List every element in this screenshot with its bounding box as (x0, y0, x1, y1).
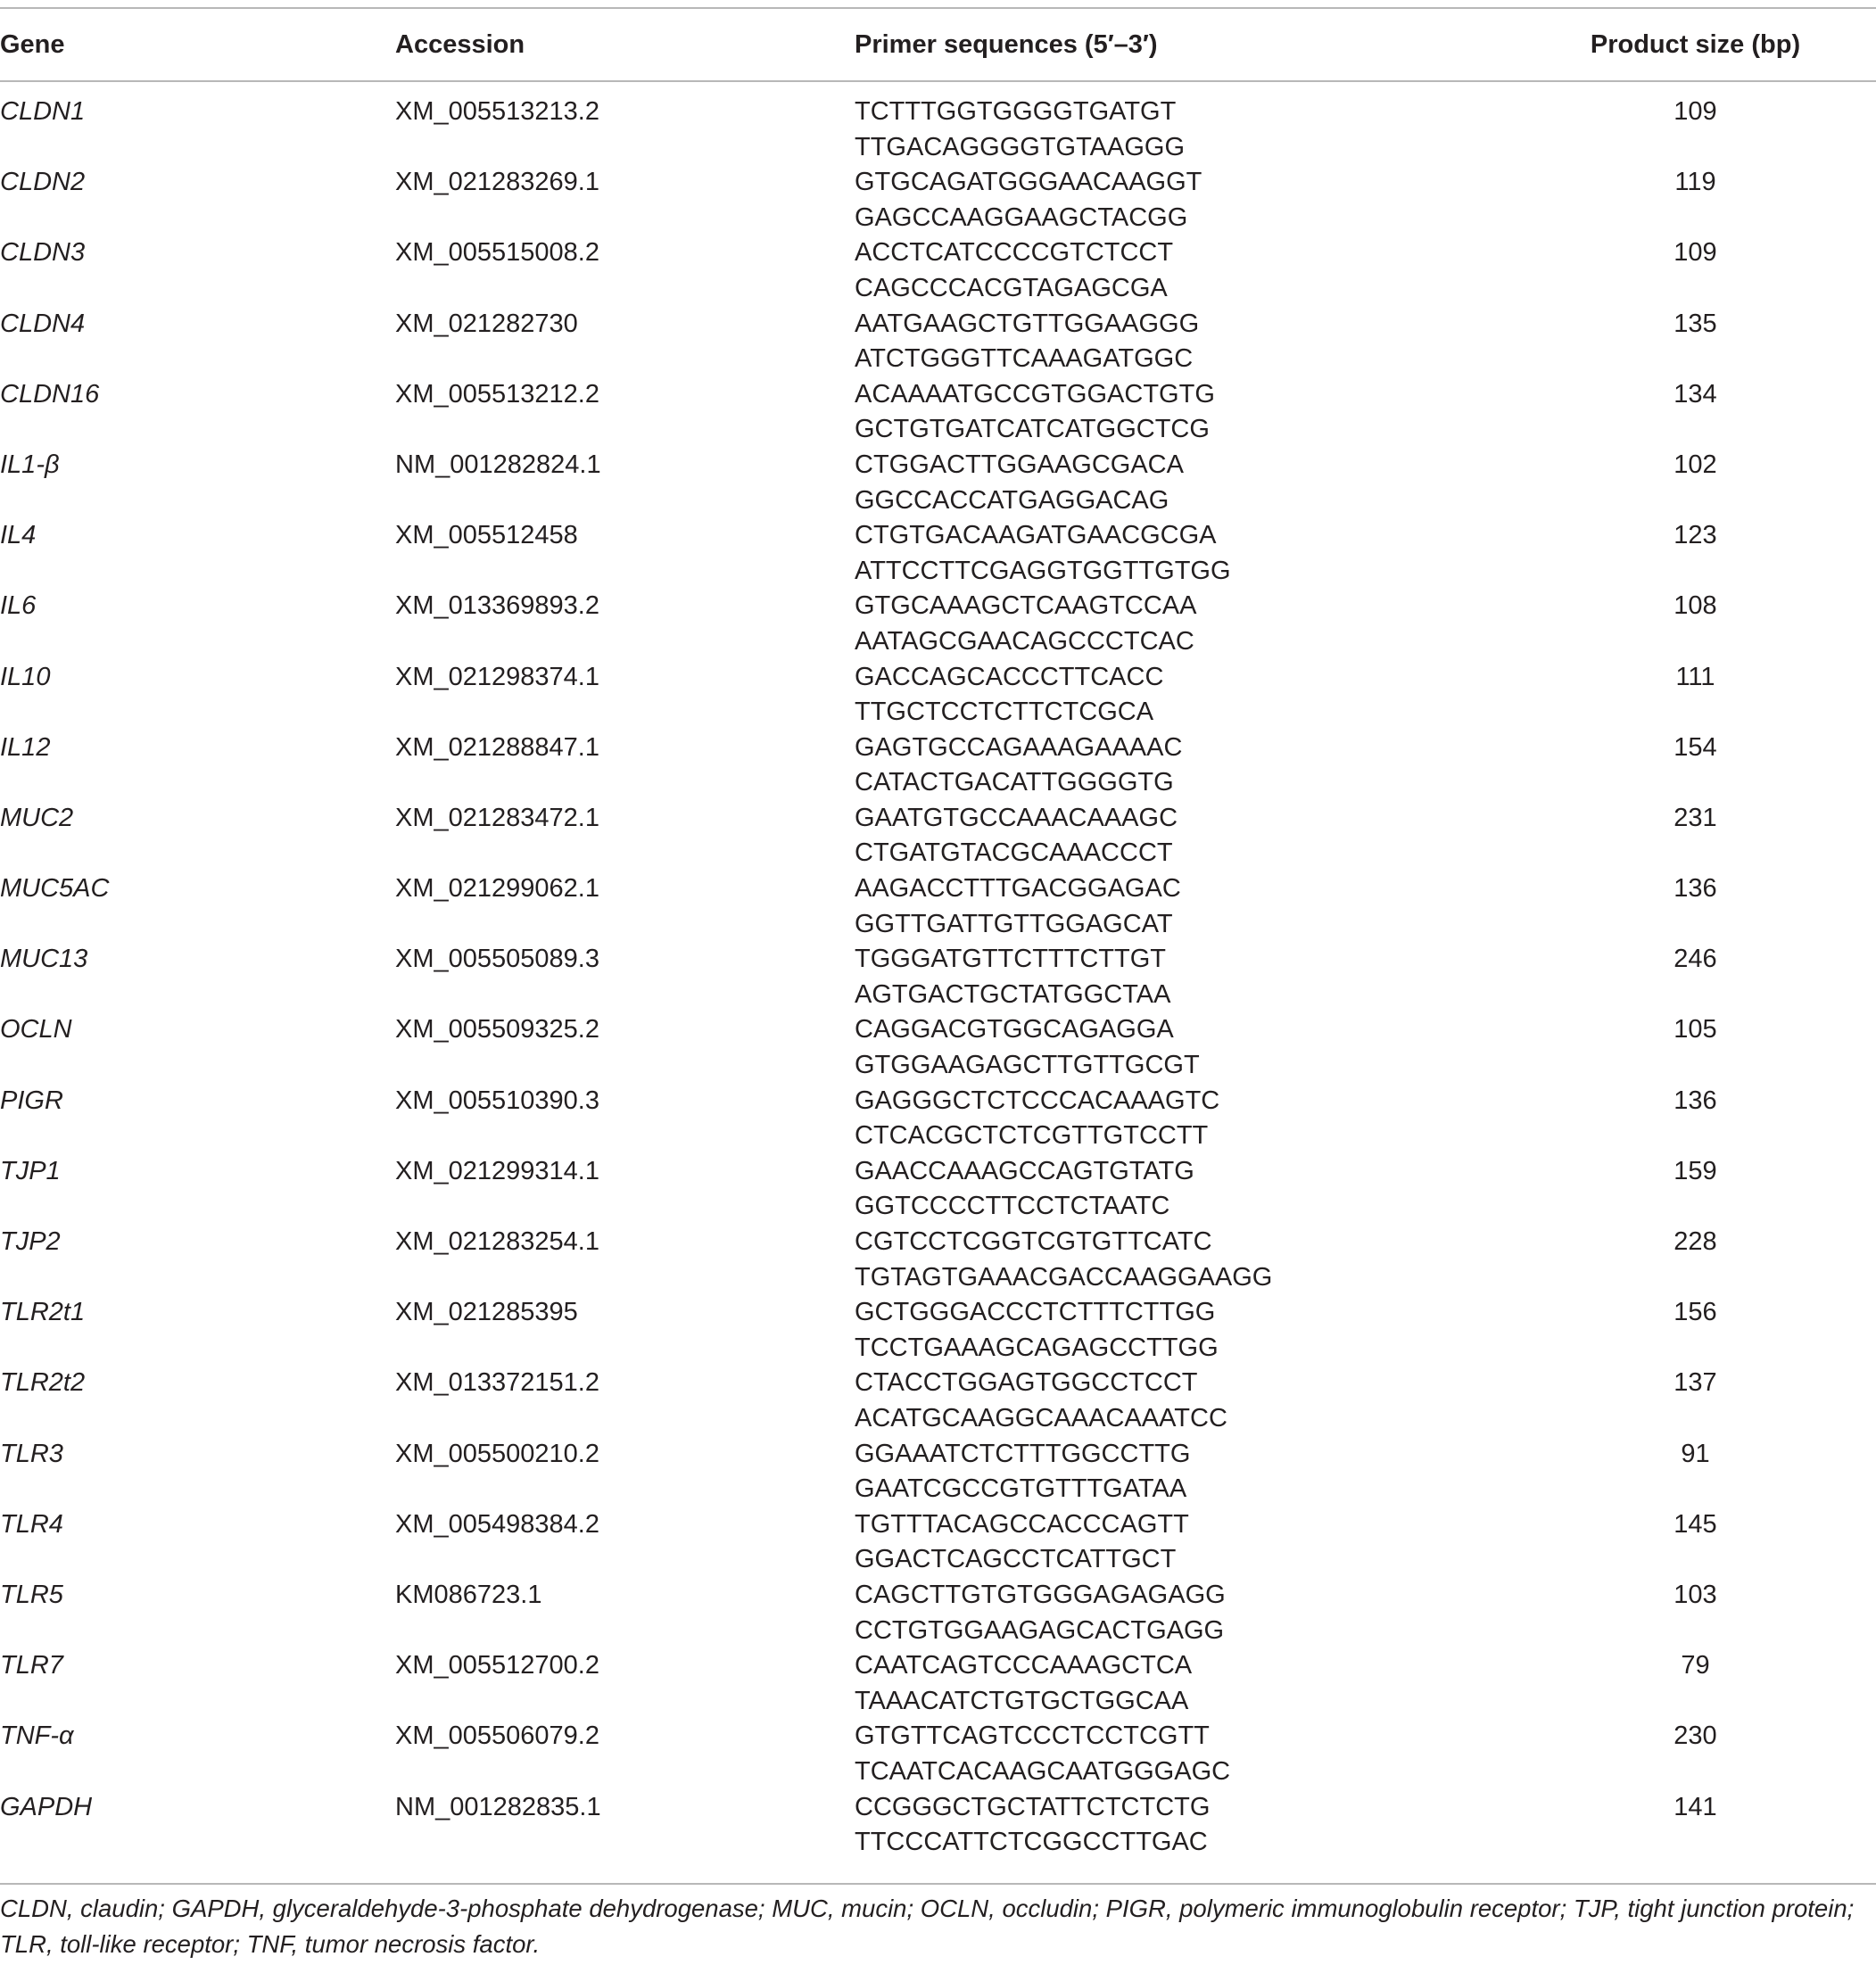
forward-primer: GTGCAGATGGGAACAAGGT (855, 168, 1202, 197)
reverse-primer: GCTGTGATCATCATGGCTCG (855, 415, 1210, 444)
accession-cell: XM_021298374.1 (395, 662, 599, 691)
primer-table (0, 7, 1876, 1861)
reverse-primer: GGACTCAGCCTCATTGCT (855, 1545, 1177, 1574)
product-size-cell: 109 (1674, 97, 1717, 126)
product-size-cell: 91 (1681, 1439, 1710, 1468)
product-size-cell: 246 (1674, 945, 1717, 974)
gene-cell: IL6 (0, 591, 37, 621)
accession-cell: XM_021299062.1 (395, 874, 599, 904)
table-row (0, 377, 1876, 448)
gene-cell: TLR2t1 (0, 1298, 86, 1327)
gene-cell: IL12 (0, 732, 51, 762)
accession-cell: XM_005506079.2 (395, 1721, 599, 1751)
forward-primer: GAGGGCTCTCCCACAAAGTC (855, 1086, 1220, 1115)
product-size-cell: 105 (1674, 1015, 1717, 1044)
gene-cell: TLR2t2 (0, 1368, 86, 1398)
reverse-primer: TAAACATCTGTGCTGGCAA (855, 1686, 1189, 1715)
table-row (0, 942, 1876, 1012)
table-row (0, 1225, 1876, 1295)
table-row (0, 1507, 1876, 1578)
reverse-primer: ACATGCAAGGCAAACAAATCC (855, 1403, 1227, 1432)
accession-cell: XM_005509325.2 (395, 1015, 599, 1044)
reverse-primer: TTCCCATTCTCGGCCTTGAC (855, 1828, 1208, 1857)
accession-cell: XM_013369893.2 (395, 591, 599, 621)
table-row (0, 589, 1876, 659)
table-row (0, 731, 1876, 801)
forward-primer: CAGGACGTGGCAGAGGA (855, 1015, 1174, 1044)
primer-cell (855, 1225, 1515, 1295)
accession-cell: XM_021283472.1 (395, 803, 599, 832)
forward-primer: CAATCAGTCCCAAAGCTCA (855, 1651, 1193, 1680)
table-row (0, 871, 1876, 942)
table-row (0, 1012, 1876, 1083)
reverse-primer: ATCTGGGTTCAAAGATGGC (855, 344, 1194, 374)
product-size-cell: 156 (1674, 1298, 1717, 1327)
forward-primer: CTGTGACAAGATGAACGCGA (855, 521, 1217, 550)
forward-primer: AAGACCTTTGACGGAGAC (855, 874, 1181, 904)
forward-primer: ACAAAATGCCGTGGACTGTG (855, 379, 1215, 409)
table-row (0, 165, 1876, 235)
gene-cell: TLR3 (0, 1439, 63, 1468)
product-size-cell: 123 (1674, 521, 1717, 550)
table-row (0, 1578, 1876, 1648)
product-size-cell: 79 (1681, 1651, 1710, 1680)
accession-cell: XM_005510390.3 (395, 1086, 599, 1115)
accession-cell: XM_005515008.2 (395, 238, 599, 268)
gene-cell: MUC5AC (0, 874, 110, 904)
forward-primer: GCTGGGACCCTCTTTCTTGG (855, 1298, 1216, 1327)
product-size-cell: 108 (1674, 591, 1717, 621)
table-row (0, 1366, 1876, 1436)
header-primer-sequences: Primer sequences (5′–3′) (855, 29, 1158, 59)
product-size-cell: 109 (1674, 238, 1717, 268)
accession-cell: XM_021288847.1 (395, 732, 599, 762)
gene-cell: CLDN2 (0, 168, 86, 197)
table-row (0, 1084, 1876, 1154)
primer-cell (855, 660, 1515, 731)
primer-cell (855, 165, 1515, 235)
reverse-primer: GGCCACCATGAGGACAG (855, 485, 1169, 515)
forward-primer: CTACCTGGAGTGGCCTCCT (855, 1368, 1198, 1398)
accession-cell: NM_001282824.1 (395, 450, 601, 479)
accession-cell: XM_021282730 (395, 309, 578, 338)
forward-primer: CGTCCTCGGTCGTGTTCATC (855, 1227, 1212, 1256)
gene-cell: IL4 (0, 521, 37, 550)
primer-cell (855, 942, 1515, 1012)
product-size-cell: 136 (1674, 874, 1717, 904)
forward-primer: GTGTTCAGTCCCTCCTCGTT (855, 1721, 1210, 1751)
product-size-cell: 159 (1674, 1156, 1717, 1185)
primer-cell (855, 518, 1515, 589)
table-header-row (0, 9, 1876, 80)
gene-cell: CLDN16 (0, 379, 100, 409)
table-row (0, 1295, 1876, 1366)
table-body (0, 82, 1876, 1861)
gene-cell: CLDN3 (0, 238, 86, 268)
product-size-cell: 231 (1674, 803, 1717, 832)
primer-cell (855, 1366, 1515, 1436)
gene-cell: CLDN4 (0, 309, 86, 338)
table-row (0, 1437, 1876, 1507)
forward-primer: ACCTCATCCCCGTCTCCT (855, 238, 1174, 268)
reverse-primer: GTGGAAGAGCTTGTTGCGT (855, 1051, 1200, 1080)
reverse-primer: GGTCCCCTTCCTCTAATC (855, 1192, 1170, 1221)
forward-primer: AATGAAGCTGTTGGAAGGG (855, 309, 1200, 338)
primer-cell (855, 589, 1515, 659)
header-accession: Accession (395, 29, 525, 59)
forward-primer: GAATGTGCCAAACAAAGC (855, 803, 1178, 832)
gene-cell: TNF-α (0, 1721, 74, 1751)
reverse-primer: TTGACAGGGGTGTAAGGG (855, 132, 1186, 161)
product-size-cell: 135 (1674, 309, 1717, 338)
primer-cell (855, 1012, 1515, 1083)
forward-primer: GACCAGCACCCTTCACC (855, 662, 1164, 691)
accession-cell: NM_001282835.1 (395, 1792, 601, 1821)
reverse-primer: TCAATCACAAGCAATGGGAGC (855, 1756, 1231, 1786)
reverse-primer: CCTGTGGAAGAGCACTGAGG (855, 1615, 1225, 1645)
primer-cell (855, 307, 1515, 377)
table-row (0, 1154, 1876, 1225)
table-row (0, 95, 1876, 165)
forward-primer: GAACCAAAGCCAGTGTATG (855, 1156, 1194, 1185)
bottom-rule-container (0, 1883, 1876, 1885)
reverse-primer: TGTAGTGAAACGACCAAGGAAGG (855, 1262, 1273, 1292)
accession-cell: XM_005500210.2 (395, 1439, 599, 1468)
reverse-primer: AATAGCGAACAGCCCTCAC (855, 626, 1194, 656)
reverse-primer: GAGCCAAGGAAGCTACGG (855, 202, 1188, 232)
product-size-cell: 136 (1674, 1086, 1717, 1115)
primer-cell (855, 1154, 1515, 1225)
reverse-primer: AGTGACTGCTATGGCTAA (855, 979, 1171, 1009)
gene-cell: MUC13 (0, 945, 88, 974)
table-row (0, 1648, 1876, 1719)
primer-cell (855, 1719, 1515, 1789)
gene-cell: GAPDH (0, 1792, 93, 1821)
reverse-primer: CAGCCCACGTAGAGCGA (855, 273, 1168, 302)
table-row (0, 1790, 1876, 1861)
gene-cell: OCLN (0, 1015, 72, 1044)
primer-cell (855, 377, 1515, 448)
primer-cell (855, 801, 1515, 871)
reverse-primer: GAATCGCCGTGTTTGATAA (855, 1474, 1187, 1504)
forward-primer: CCGGGCTGCTATTCTCTCTG (855, 1792, 1211, 1821)
gene-cell: TJP2 (0, 1227, 61, 1256)
gene-cell: TLR5 (0, 1580, 63, 1609)
primer-cell (855, 871, 1515, 942)
reverse-primer: TCCTGAAAGCAGAGCCTTGG (855, 1333, 1219, 1362)
reverse-primer: TTGCTCCTCTTCTCGCA (855, 698, 1154, 727)
forward-primer: CAGCTTGTGTGGGAGAGAGG (855, 1580, 1226, 1609)
accession-cell: XM_005498384.2 (395, 1509, 599, 1539)
table-row (0, 518, 1876, 589)
accession-cell: XM_005505089.3 (395, 945, 599, 974)
reverse-primer: CATACTGACATTGGGGTG (855, 768, 1174, 797)
gene-cell: TJP1 (0, 1156, 61, 1185)
header-gene: Gene (0, 29, 65, 59)
primer-cell (855, 1790, 1515, 1861)
table-row (0, 801, 1876, 871)
gene-cell: TLR7 (0, 1651, 63, 1680)
reverse-primer: CTCACGCTCTCGTTGTCCTT (855, 1121, 1209, 1151)
gene-cell: PIGR (0, 1086, 63, 1115)
product-size-cell: 228 (1674, 1227, 1717, 1256)
forward-primer: TGTTTACAGCCACCCAGTT (855, 1509, 1189, 1539)
table-row (0, 660, 1876, 731)
forward-primer: CTGGACTTGGAAGCGACA (855, 450, 1184, 479)
primer-cell (855, 1295, 1515, 1366)
table-row (0, 307, 1876, 377)
forward-primer: TCTTTGGTGGGGTGATGT (855, 97, 1177, 126)
accession-cell: KM086723.1 (395, 1580, 542, 1609)
accession-cell: XM_005513212.2 (395, 379, 599, 409)
gene-cell: MUC2 (0, 803, 74, 832)
product-size-cell: 134 (1674, 379, 1717, 409)
product-size-cell: 103 (1674, 1580, 1717, 1609)
table-row (0, 448, 1876, 518)
reverse-primer: GGTTGATTGTTGGAGCAT (855, 909, 1173, 938)
forward-primer: GGAAATCTCTTTGGCCTTG (855, 1439, 1191, 1468)
accession-cell: XM_021299314.1 (395, 1156, 599, 1185)
product-size-cell: 230 (1674, 1721, 1717, 1751)
primer-cell (855, 1084, 1515, 1154)
accession-cell: XM_021283269.1 (395, 168, 599, 197)
product-size-cell: 111 (1675, 662, 1715, 691)
reverse-primer: CTGATGTACGCAAACCCT (855, 838, 1173, 868)
accession-cell: XM_021283254.1 (395, 1227, 599, 1256)
accession-cell: XM_005512458 (395, 521, 578, 550)
primer-cell (855, 448, 1515, 518)
primer-cell (855, 1648, 1515, 1719)
gene-cell: TLR4 (0, 1509, 63, 1539)
product-size-cell: 145 (1674, 1509, 1717, 1539)
accession-cell: XM_021285395 (395, 1298, 578, 1327)
gene-cell: IL1-β (0, 450, 60, 479)
accession-cell: XM_005512700.2 (395, 1651, 599, 1680)
forward-primer: TGGGATGTTCTTTCTTGT (855, 945, 1167, 974)
accession-cell: XM_005513213.2 (395, 97, 599, 126)
primer-cell (855, 731, 1515, 801)
bottom-rule (0, 1883, 1876, 1885)
product-size-cell: 137 (1674, 1368, 1717, 1398)
primer-cell (855, 235, 1515, 306)
gene-cell: CLDN1 (0, 97, 86, 126)
primer-cell (855, 1437, 1515, 1507)
primer-cell (855, 1578, 1515, 1648)
accession-cell: XM_013372151.2 (395, 1368, 599, 1398)
primer-cell (855, 1507, 1515, 1578)
product-size-cell: 141 (1674, 1792, 1717, 1821)
primer-cell (855, 95, 1515, 165)
table-row (0, 235, 1876, 306)
product-size-cell: 154 (1674, 732, 1717, 762)
table-row (0, 1719, 1876, 1789)
product-size-cell: 102 (1674, 450, 1717, 479)
forward-primer: GTGCAAAGCTCAAGTCCAA (855, 591, 1197, 621)
reverse-primer: ATTCCTTCGAGGTGGTTGTGG (855, 556, 1231, 585)
table-footnote: CLDN, claudin; GAPDH, glyceraldehyde-3-phosphate dehydrogenase; MUC, mucin; OCLN, occludin; PIGR, polymeric immunoglobulin receptor; TJP, tight junction protein; TLR, toll-like receptor; TNF, tumor necrosis factor. (0, 1895, 1855, 1958)
header-product-size: Product size (bp) (1590, 29, 1801, 59)
forward-primer: GAGTGCCAGAAAGAAAAC (855, 732, 1183, 762)
product-size-cell: 119 (1674, 168, 1716, 197)
gene-cell: IL10 (0, 662, 51, 691)
